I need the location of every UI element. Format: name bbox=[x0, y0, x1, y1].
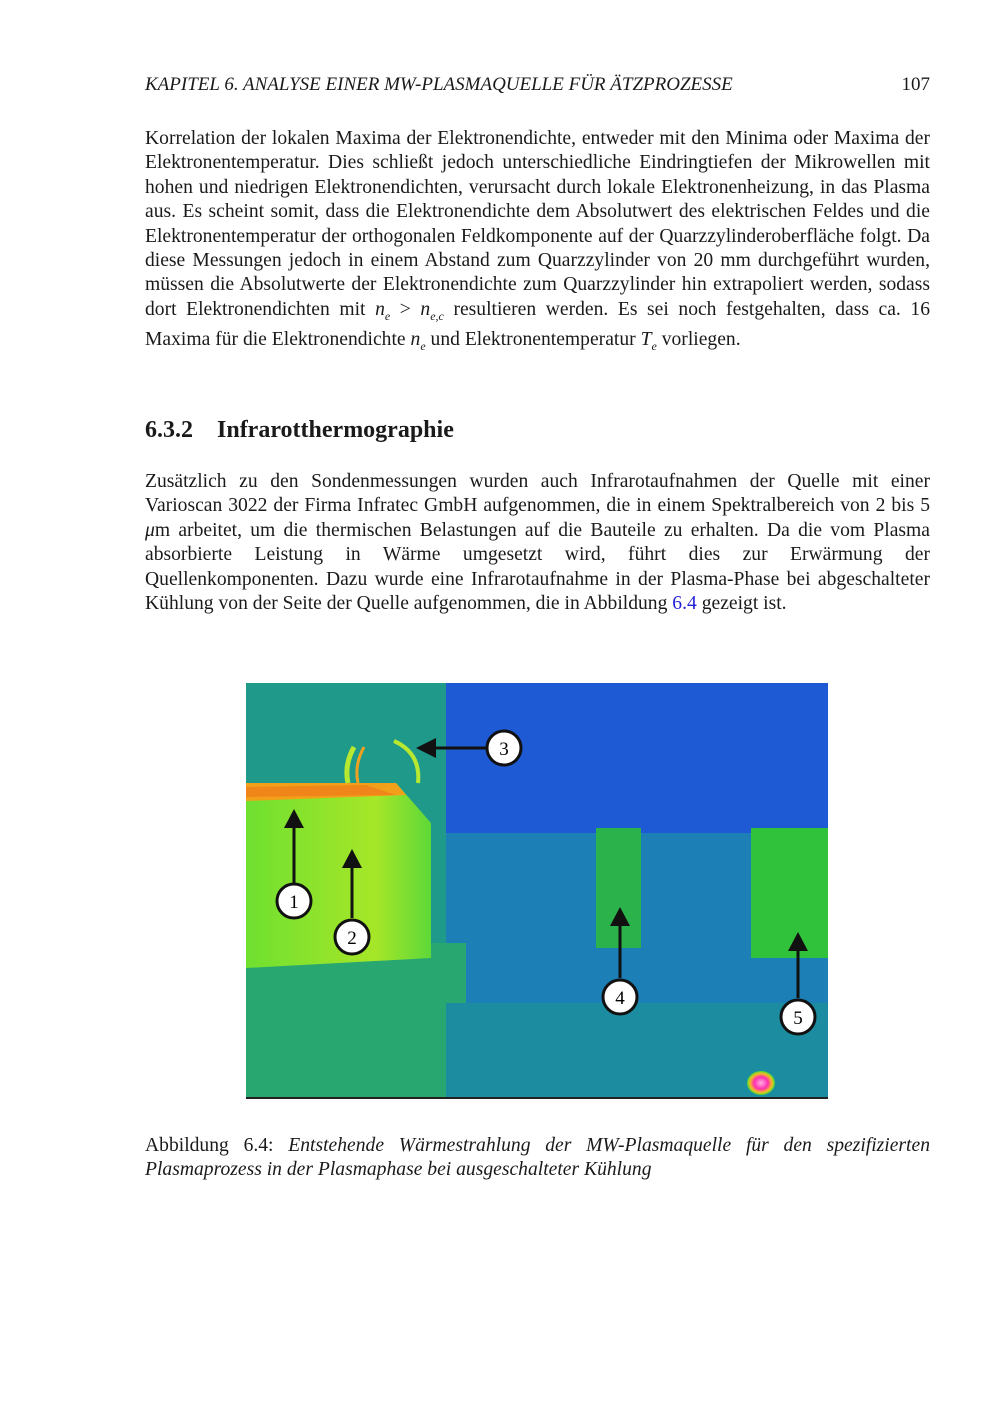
text: resultieren werden. Es sei noch festgehalten, dass ca. 16 Maxima für die Elektronendichte bbox=[145, 298, 930, 351]
marker-1 bbox=[277, 884, 311, 918]
math-gt: > bbox=[390, 298, 421, 320]
marker-4 bbox=[603, 980, 637, 1014]
svg-text:3: 3 bbox=[499, 739, 509, 760]
svg-text:1: 1 bbox=[289, 892, 299, 913]
marker-3 bbox=[487, 731, 521, 765]
paragraph-electron-density bbox=[145, 127, 930, 358]
caption-text: Entstehende Wärmestrahlung der MW-Plasmaquelle für den spezifizierten Plasmaprozess in der Plasmaphase bei ausgeschalteter Kühlung bbox=[145, 1135, 930, 1181]
text: Korrelation der lokalen Maxima der Elektronendichte, entweder mit den Minima oder Maxima der Elektronentemperatur. Dies schließt jedoch unterschiedliche Eindringtiefen der Mikrowellen mit hohen und niedrigen Elektronendichten, verursacht durch lokale Elektronenheizung, in das Plasma aus. Es scheint somit, dass die Elektronendichte dem Absolutwert des elektrischen Feldes und die Elektronentemperatur der orthogonalen Feldkomponente auf der Quarzzylinderoberfläche folgt. Da diese Messungen jedoch in einem Abstand zum Quarzzylinder von 20 mm durchgeführt wurden, müssen die Absolutwerte der Elektronendichte zum Quarzzylinder hin extrapoliert werden, sodass dort Elektronendichten mit bbox=[145, 128, 930, 320]
section-number: 6.3.2 bbox=[145, 417, 193, 443]
text: und Elektronentemperatur bbox=[425, 329, 641, 351]
math-Te: $T_e$ bbox=[640, 329, 657, 354]
math-mu: μ bbox=[145, 519, 155, 541]
section-heading bbox=[145, 417, 454, 444]
figure-reference-link[interactable]: 6.4 bbox=[672, 593, 697, 615]
math-ne: $n_e$ bbox=[410, 329, 426, 354]
marker-5 bbox=[781, 1000, 815, 1034]
math-nec: $n_{e,c}$ bbox=[420, 298, 444, 323]
page-number: 107 bbox=[901, 74, 930, 95]
paragraph-infrared bbox=[145, 470, 930, 616]
text: Zusätzlich zu den Sondenmessungen wurden auch Infrarotaufnahmen der Quelle mit einer Varioscan 3022 der Firma Infratec GmbH aufgenommen, die in einem Spektralbereich von 2 bis 5 bbox=[145, 471, 930, 517]
running-header bbox=[145, 74, 930, 96]
infrared-thermography-image bbox=[246, 683, 828, 1099]
marker-2 bbox=[335, 920, 369, 954]
svg-text:5: 5 bbox=[793, 1008, 803, 1029]
text: vorliegen. bbox=[656, 329, 741, 351]
caption-label: Abbildung 6.4: bbox=[145, 1135, 289, 1156]
text: gezeigt ist. bbox=[696, 593, 787, 615]
chapter-title: KAPITEL 6. ANALYSE EINER MW-PLASMAQUELLE FÜR ÄTZPROZESSE bbox=[145, 74, 733, 95]
svg-text:4: 4 bbox=[615, 988, 625, 1009]
svg-text:2: 2 bbox=[347, 928, 357, 949]
figure-caption bbox=[145, 1134, 930, 1183]
text: m arbeitet, um die thermischen Belastungen auf die Bauteile zu erhalten. Da die vom Plasma absorbierte Leistung in Wärme umgesetzt wird, führt dies zur Erwärmung der Quellenkomponenten. Dazu wurde eine Infrarotaufnahme in der Plasma-Phase bei abgeschalteter Kühlung von der Seite der Quelle aufgenommen, die in Abbildung bbox=[145, 519, 930, 615]
section-title: Infrarotthermographie bbox=[217, 417, 454, 443]
math-ne: $n_e$ bbox=[375, 298, 391, 323]
